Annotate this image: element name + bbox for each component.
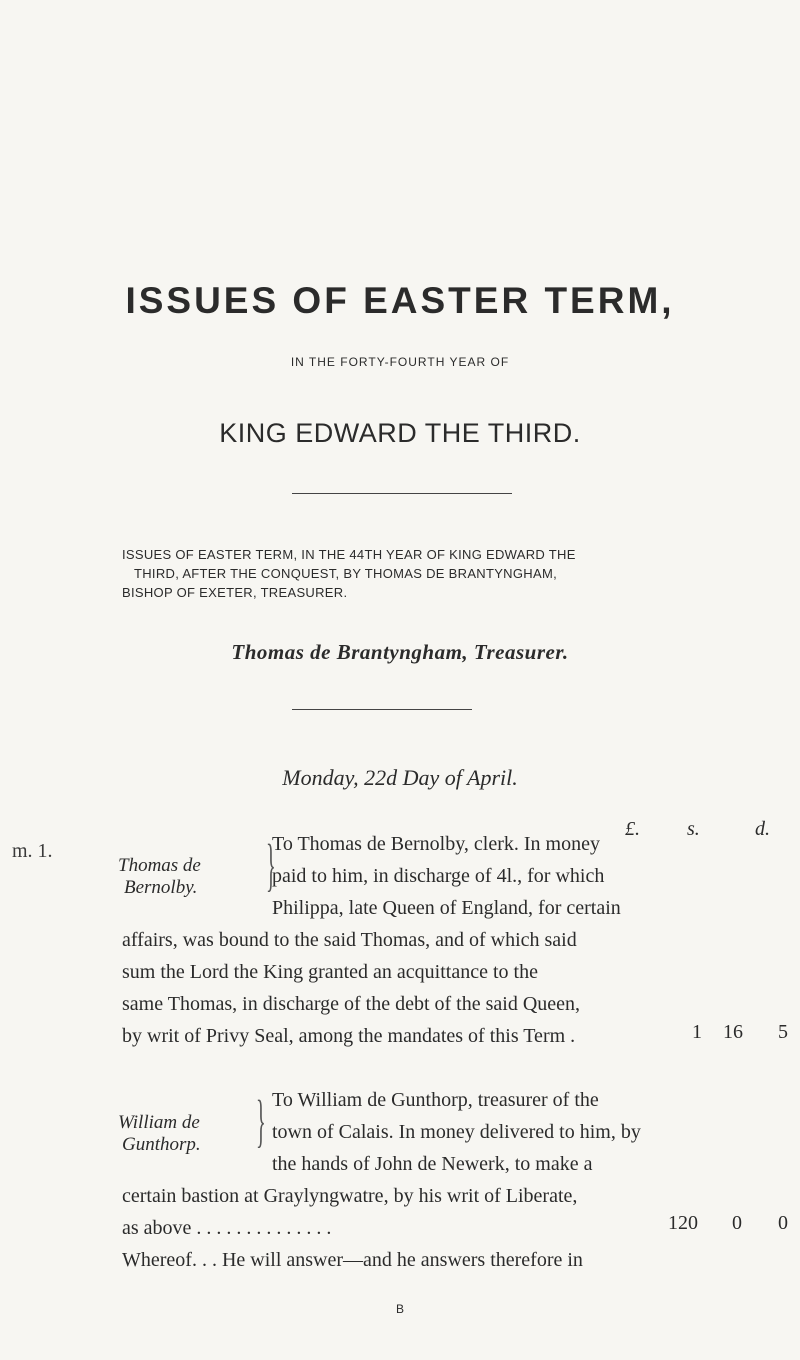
page-title: ISSUES OF EASTER TERM, — [125, 280, 675, 321]
entry2-text — [122, 1084, 662, 1276]
entry1-line-2: paid to him, in discharge of 4l., for which — [272, 865, 605, 887]
divider-middle — [292, 709, 472, 710]
section-heading — [122, 545, 662, 602]
entry2-line-1: To William de Gunthorp, treasurer of the — [272, 1089, 599, 1111]
entry2-line-2: town of Calais. In money delivered to him, by — [272, 1121, 641, 1143]
heading-line-1: ISSUES OF EASTER TERM, IN THE 44TH YEAR OF KING EDWARD THE — [122, 547, 576, 562]
entry1-amount-pence: 5 — [778, 1021, 788, 1043]
entry2-line-5: as above . . . . . . . . . . . . . . — [122, 1217, 332, 1239]
page-subtitle: IN THE FORTY-FOURTH YEAR OF — [290, 355, 510, 369]
entry2-line-3: the hands of John de Newerk, to make a — [272, 1153, 593, 1175]
entry2-name-line-2: Gunthorp. — [122, 1134, 201, 1155]
membrane-marker: m. 1. — [12, 840, 53, 862]
treasurer-line: Thomas de Brantyngham, Treasurer. — [231, 640, 569, 664]
heading-line-3: BISHOP OF EXETER, TREASURER. — [122, 585, 348, 600]
col-shillings: s. — [687, 818, 700, 840]
entry2-line-4: certain bastion at Graylyngwatre, by his writ of Liberate, — [122, 1185, 578, 1207]
signature-mark: B — [395, 1302, 404, 1316]
entry1-brace: } — [266, 832, 276, 897]
entry1-line-4: affairs, was bound to the said Thomas, and of which said — [122, 929, 577, 951]
entry1-name-line-1: Thomas de — [118, 855, 201, 876]
entry2-name-line-1: William de — [118, 1112, 200, 1133]
entry1-name-line-2: Bernolby. — [124, 877, 198, 898]
entry1-amount-pounds: 1 — [692, 1021, 702, 1043]
entry1-line-1: To Thomas de Bernolby, clerk. In money — [272, 833, 600, 855]
entry2-amount-pounds: 120 — [668, 1212, 698, 1234]
divider-top — [292, 493, 512, 494]
entry2-amount-pence: 0 — [778, 1212, 788, 1234]
entry1-line-3: Philippa, late Queen of England, for certain — [272, 897, 621, 919]
entry1-line-7: by writ of Privy Seal, among the mandates of this Term . — [122, 1025, 576, 1047]
heading-line-2: THIRD, AFTER THE CONQUEST, BY THOMAS DE BRANTYNGHAM, — [134, 566, 557, 581]
king-heading: KING EDWARD THE THIRD. — [219, 418, 581, 448]
col-pence: d. — [755, 818, 770, 840]
entry1-line-6: same Thomas, in discharge of the debt of the said Queen, — [122, 993, 581, 1015]
entry1-amount-shillings: 16 — [723, 1021, 743, 1043]
entry1-text — [122, 828, 662, 1052]
entry1-line-5: sum the Lord the King granted an acquittance to the — [122, 961, 538, 983]
entry2-brace: } — [256, 1088, 266, 1153]
entry2-amount-shillings: 0 — [732, 1212, 742, 1234]
col-pounds: £. — [625, 818, 640, 840]
entry-date: Monday, 22d Day of April. — [282, 765, 518, 790]
closing-line: Whereof. . . He will answer—and he answers therefore in — [122, 1249, 583, 1271]
